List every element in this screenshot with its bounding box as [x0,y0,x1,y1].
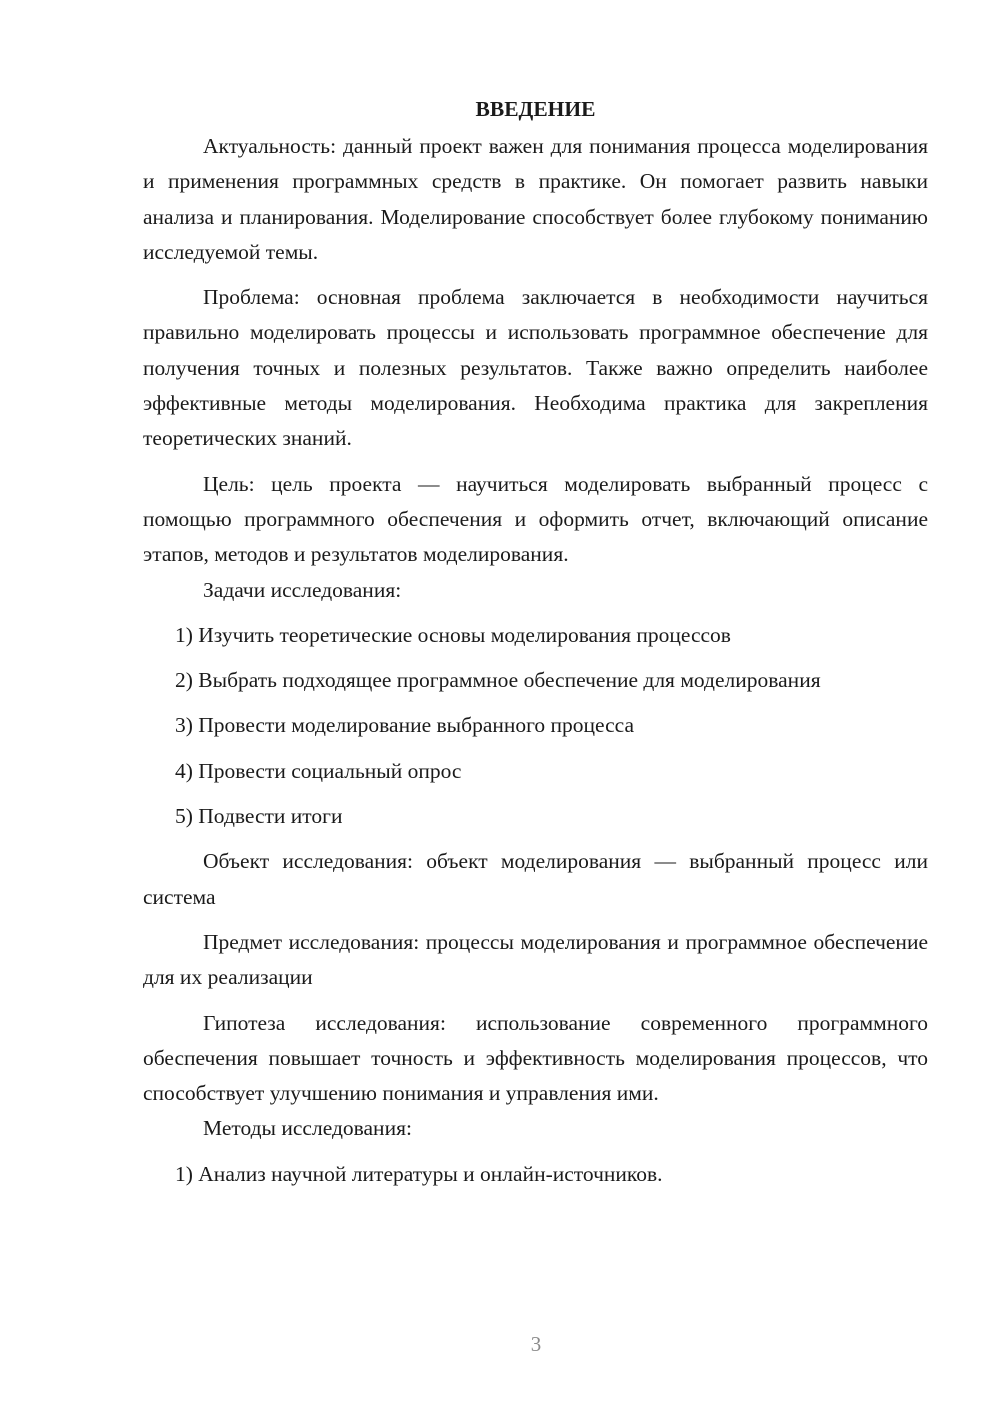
problem-paragraph: Проблема: основная проблема заключается в необходимости научиться правильно моделировать процессы и использовать программное обеспечение для получения точных и полезных результатов. Также важно определить наиболее эффективные методы моделирования. Необходима практика для закрепления теоретических знаний. [143,285,928,451]
relevance-paragraph: Актуальность: данный проект важен для понимания процесса моделирования и применения программных средств в практике. Он помогает развить навыки анализа и планирования. Моделирование способствует более глубокому пониманию исследуемой темы. [143,134,928,264]
list-item: 5) Подвести итоги [175,804,343,829]
tasks-list [143,618,928,834]
tasks-heading: Задачи исследования: [203,577,402,602]
list-item: 2) Выбрать подходящее программное обеспечение для моделирования [175,668,821,693]
methods-heading: Методы исследования: [203,1116,412,1141]
list-item: 1) Изучить теоретические основы моделирования процессов [175,622,731,647]
list-item: 1) Анализ научной литературы и онлайн-источников. [175,1161,663,1186]
list-item: 4) Провести социальный опрос [175,758,462,783]
goal-paragraph: Цель: цель проекта — научиться моделировать выбранный процесс с помощью программного обеспечения и оформить отчет, включающий описание этапов, методов и результатов моделирования. [143,471,928,567]
hypothesis-paragraph: Гипотеза исследования: использование современного программного обеспечения повышает точность и эффективность моделирования процессов, что способствует улучшению понимания и управления ими. [143,1010,928,1106]
subject-paragraph: Предмет исследования: процессы моделирования и программное обеспечение для их реализации [143,929,928,990]
section-title: ВВЕДЕНИЕ [475,97,596,121]
object-paragraph: Объект исследования: объект моделирования — выбранный процесс или система [143,849,928,909]
methods-list [143,1157,928,1192]
page-number: 3 [530,1332,542,1356]
page-content [143,92,928,1192]
list-item: 3) Провести моделирование выбранного процесса [175,713,635,738]
